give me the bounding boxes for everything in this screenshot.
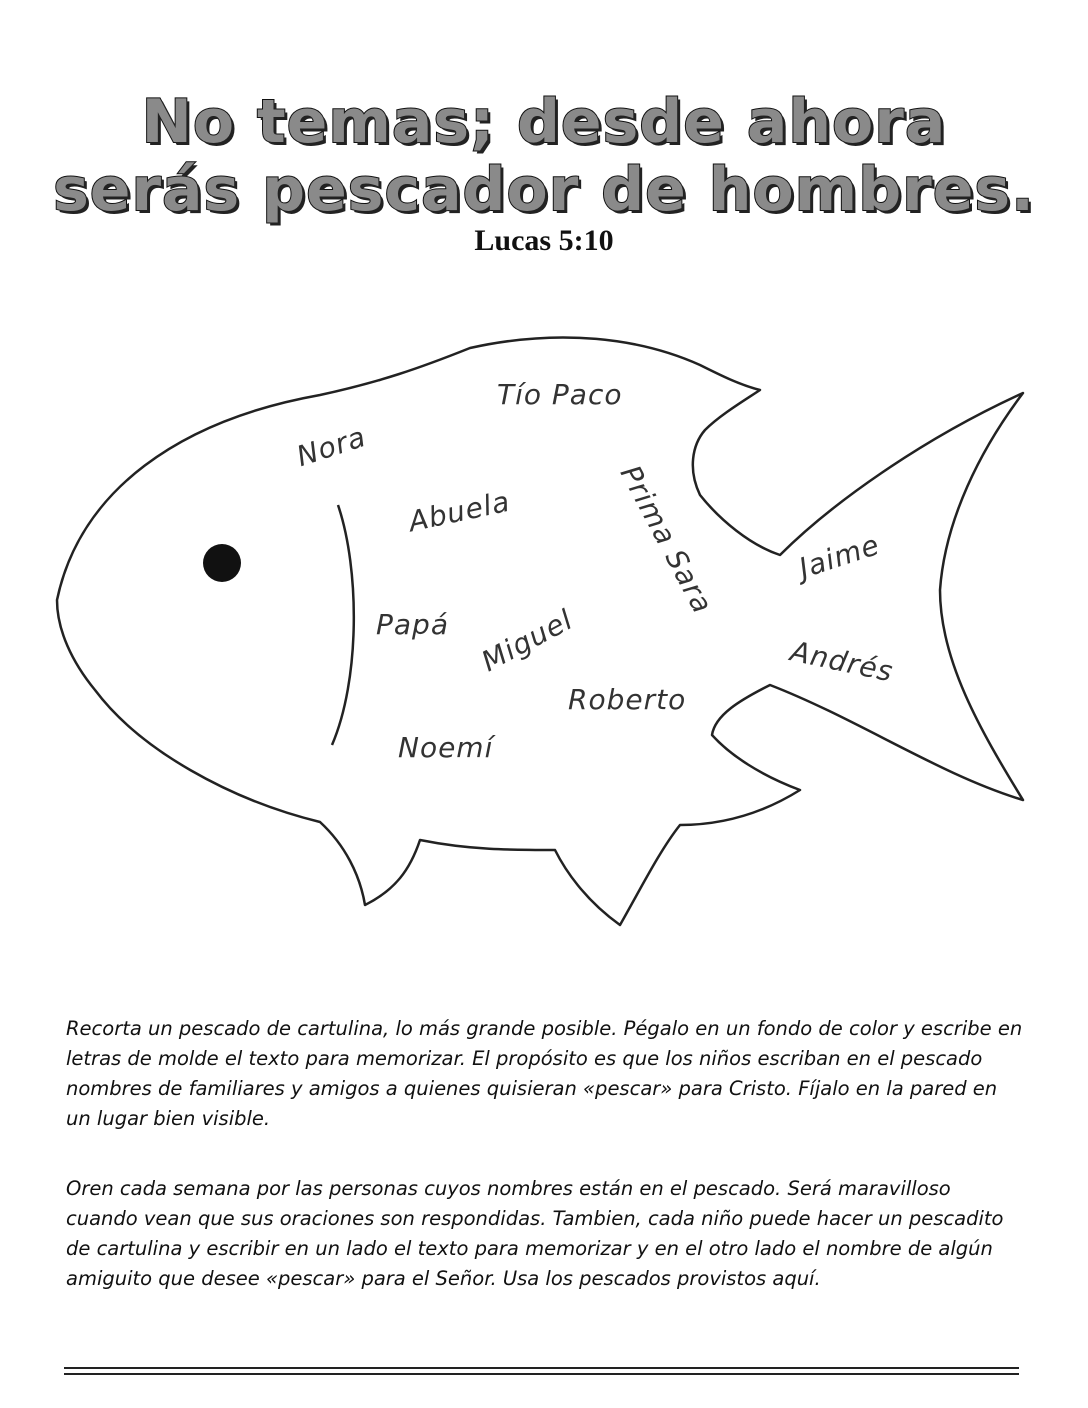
fish-name-abuela: Abuela bbox=[405, 484, 514, 539]
title-line-1: No temas; desde ahora bbox=[141, 87, 947, 157]
scripture-reference: Lucas 5:10 bbox=[474, 224, 614, 257]
fish-name-noemi: Noemí bbox=[398, 731, 494, 764]
bottom-rule bbox=[64, 1367, 1019, 1369]
fish-name-tio-paco: Tío Paco bbox=[497, 378, 623, 411]
fish-name-miguel: Miguel bbox=[476, 602, 579, 679]
instructions-paragraph-1: Recorta un pescado de cartulina, lo más grande posible. Pégalo en un fondo de color y escribe en letras de molde el texto para memorizar. El propósito es que los niños escriban en el pescado nombres de familiares y amigos a quienes quisieran «pescar» para Cristo. Fíjalo en la pared en un lugar bien visible. bbox=[66, 1017, 1023, 1130]
bottom-rule-thin bbox=[64, 1373, 1019, 1375]
fish-name-andres: Andrés bbox=[787, 634, 897, 689]
title-line-2: serás pescador de hombres. bbox=[53, 155, 1035, 225]
instructions-paragraph-2: Oren cada semana por las personas cuyos nombres están en el pescado. Será maravilloso cuando vean que sus oraciones son respondidas. Tambien, cada niño puede hacer un pescadito de cartulina y escribir en un lado el texto para memorizar y en el otro lado el nombre de algún amiguito que desee «pescar» para el Señor. Usa los pescados provistos aquí. bbox=[66, 1177, 1004, 1290]
fish-name-prima-sara: Prima Sara bbox=[613, 459, 720, 620]
fish-name-papa: Papá bbox=[376, 608, 449, 641]
fish-eye bbox=[203, 544, 241, 582]
fish-name-nora: Nora bbox=[292, 419, 371, 474]
fish-name-roberto: Roberto bbox=[568, 683, 687, 716]
fish-name-jaime: Jaime bbox=[794, 528, 884, 585]
